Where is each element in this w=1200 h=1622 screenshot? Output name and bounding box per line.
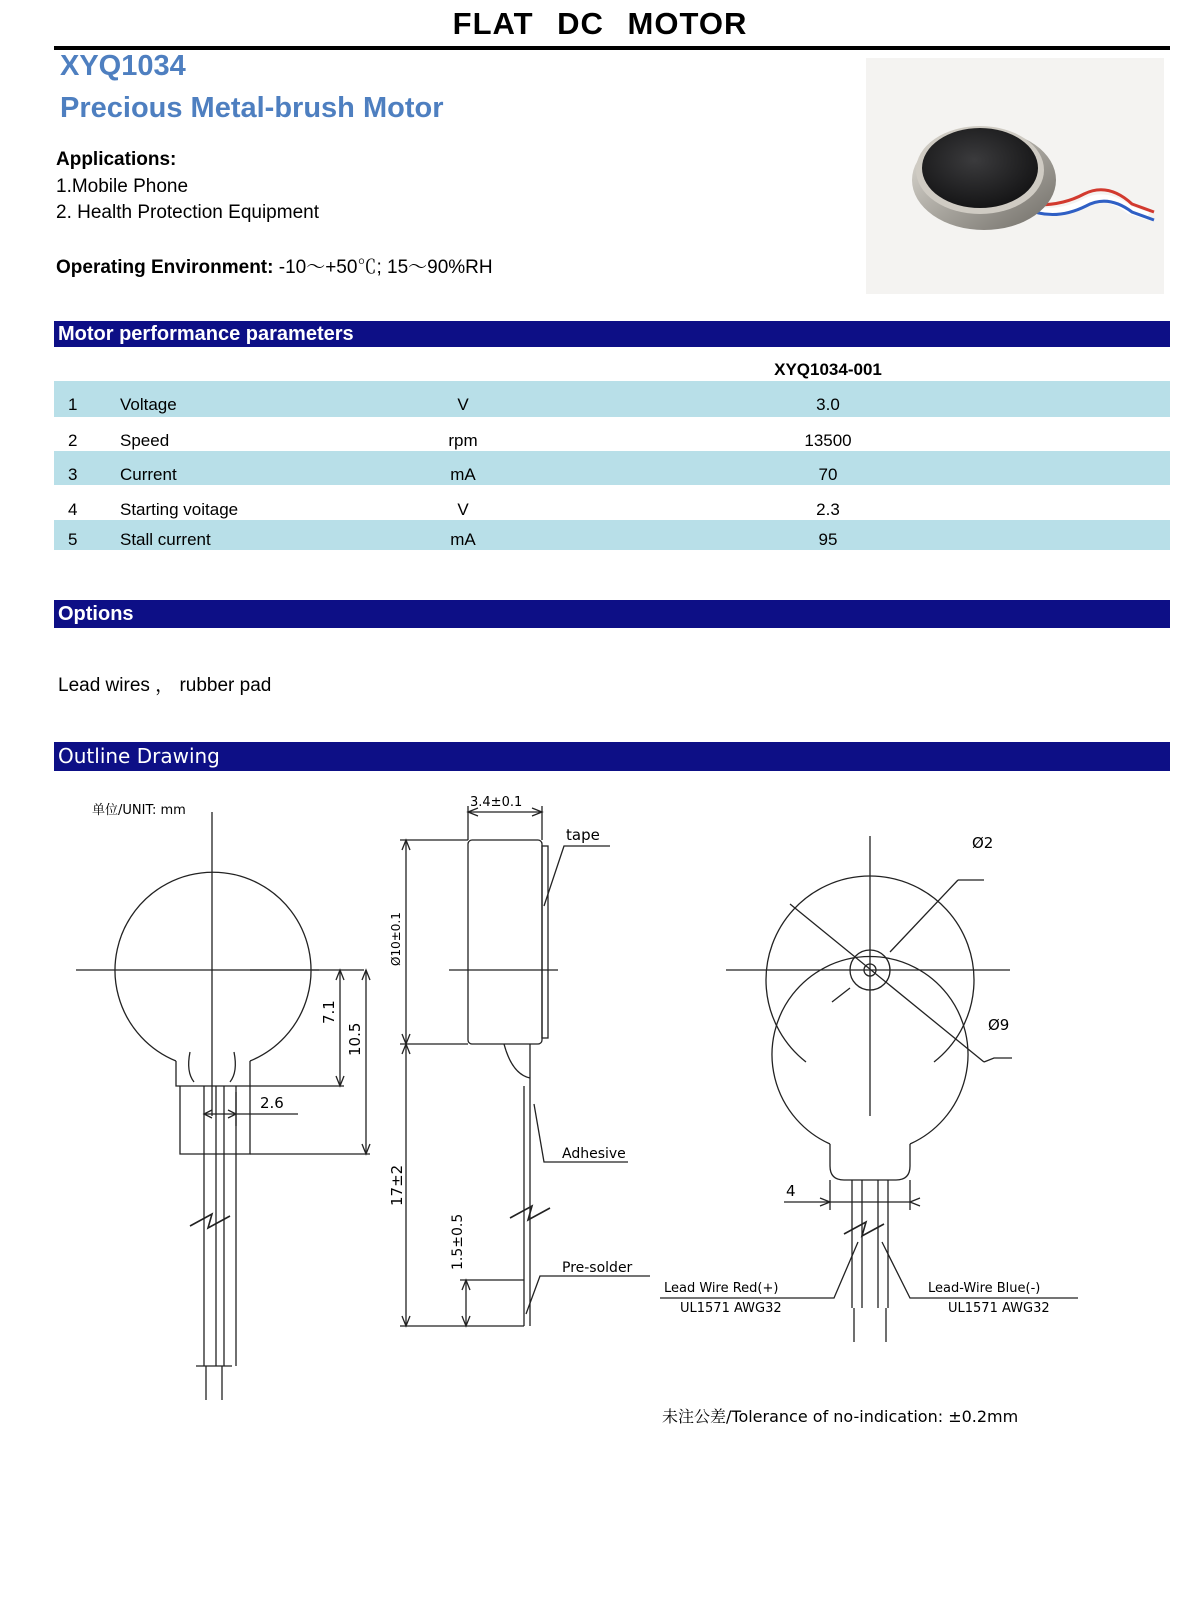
row-number: 5	[68, 530, 78, 549]
outline-drawing	[54, 786, 1170, 1471]
parameter-name: Current	[120, 465, 177, 484]
product-subtitle: Precious Metal-brush Motor	[60, 92, 444, 124]
parameter-unit: mA	[450, 530, 476, 549]
parameter-value: 2.3	[816, 500, 840, 519]
dim-diameter-2: Ø2	[972, 834, 994, 852]
motor-photo	[866, 58, 1164, 294]
parameter-unit: mA	[450, 465, 476, 484]
page-title: FLAT DC MOTOR	[452, 6, 748, 41]
dim-10-5: 10.5	[346, 1022, 364, 1056]
row-number: 3	[68, 465, 78, 484]
dim-1-5: 1.5±0.5	[450, 1213, 466, 1270]
options-text: Lead wires ， rubber pad	[58, 675, 272, 696]
row-number: 1	[68, 395, 78, 414]
options-heading: Options	[54, 600, 1170, 628]
dim-2-6: 2.6	[260, 1094, 284, 1112]
parameter-name: Starting voitage	[120, 500, 239, 519]
parameter-name: Stall current	[120, 530, 211, 549]
model-column-header: XYQ1034-001	[774, 360, 882, 379]
dim-17: 17±2	[388, 1164, 406, 1206]
motor-photo-illustration	[866, 58, 1164, 294]
outline-drawing-svg	[54, 786, 1170, 1466]
row-number: 4	[68, 500, 78, 519]
parameter-value: 70	[818, 465, 838, 484]
label-adhesive: Adhesive	[562, 1146, 626, 1162]
table-row	[54, 451, 1170, 485]
outline-heading: Outline Drawing	[54, 742, 1170, 771]
table-row	[54, 520, 1170, 550]
label-blue-wire: Lead-Wire Blue(-)	[928, 1281, 1041, 1296]
performance-heading: Motor performance parameters	[54, 321, 1170, 347]
environment-label: Operating Environment:	[56, 257, 274, 278]
table-row	[54, 381, 1170, 417]
table-row	[54, 486, 1170, 520]
label-presolder: Pre-solder	[562, 1260, 633, 1276]
label-red-wire-spec: UL1571 AWG32	[680, 1301, 782, 1316]
applications-heading: Applications:	[56, 149, 177, 170]
unit-note: 单位/UNIT: mm	[92, 803, 186, 818]
parameter-unit: V	[457, 500, 469, 519]
title-divider	[54, 46, 1170, 50]
label-red-wire: Lead Wire Red(+)	[664, 1281, 779, 1296]
parameter-value: 95	[818, 530, 838, 549]
tolerance-note: 未注公差/Tolerance of no-indication: ±0.2mm	[662, 1407, 1019, 1426]
dim-diameter-9: Ø9	[988, 1016, 1010, 1034]
dim-diameter-10: Ø10±0.1	[389, 912, 403, 966]
table-row	[54, 417, 1170, 451]
operating-environment	[56, 252, 493, 279]
parameter-name: Speed	[120, 431, 170, 450]
dim-3-4: 3.4±0.1	[470, 795, 523, 810]
application-item: 1.Mobile Phone	[56, 176, 189, 197]
model-number: XYQ1034	[60, 50, 186, 82]
environment-value: -10～+50℃; 15～90%RH	[273, 257, 493, 278]
dim-7-1: 7.1	[320, 1000, 338, 1024]
application-item: 2. Health Protection Equipment	[56, 202, 319, 223]
parameter-unit: rpm	[448, 431, 478, 450]
label-blue-wire-spec: UL1571 AWG32	[948, 1301, 1050, 1316]
dim-4: 4	[786, 1182, 796, 1200]
label-tape: tape	[566, 826, 600, 844]
parameter-value: 13500	[804, 431, 852, 450]
parameter-unit: V	[457, 395, 469, 414]
parameter-name: Voltage	[120, 395, 177, 414]
row-number: 2	[68, 431, 78, 450]
parameter-value: 3.0	[816, 395, 840, 414]
